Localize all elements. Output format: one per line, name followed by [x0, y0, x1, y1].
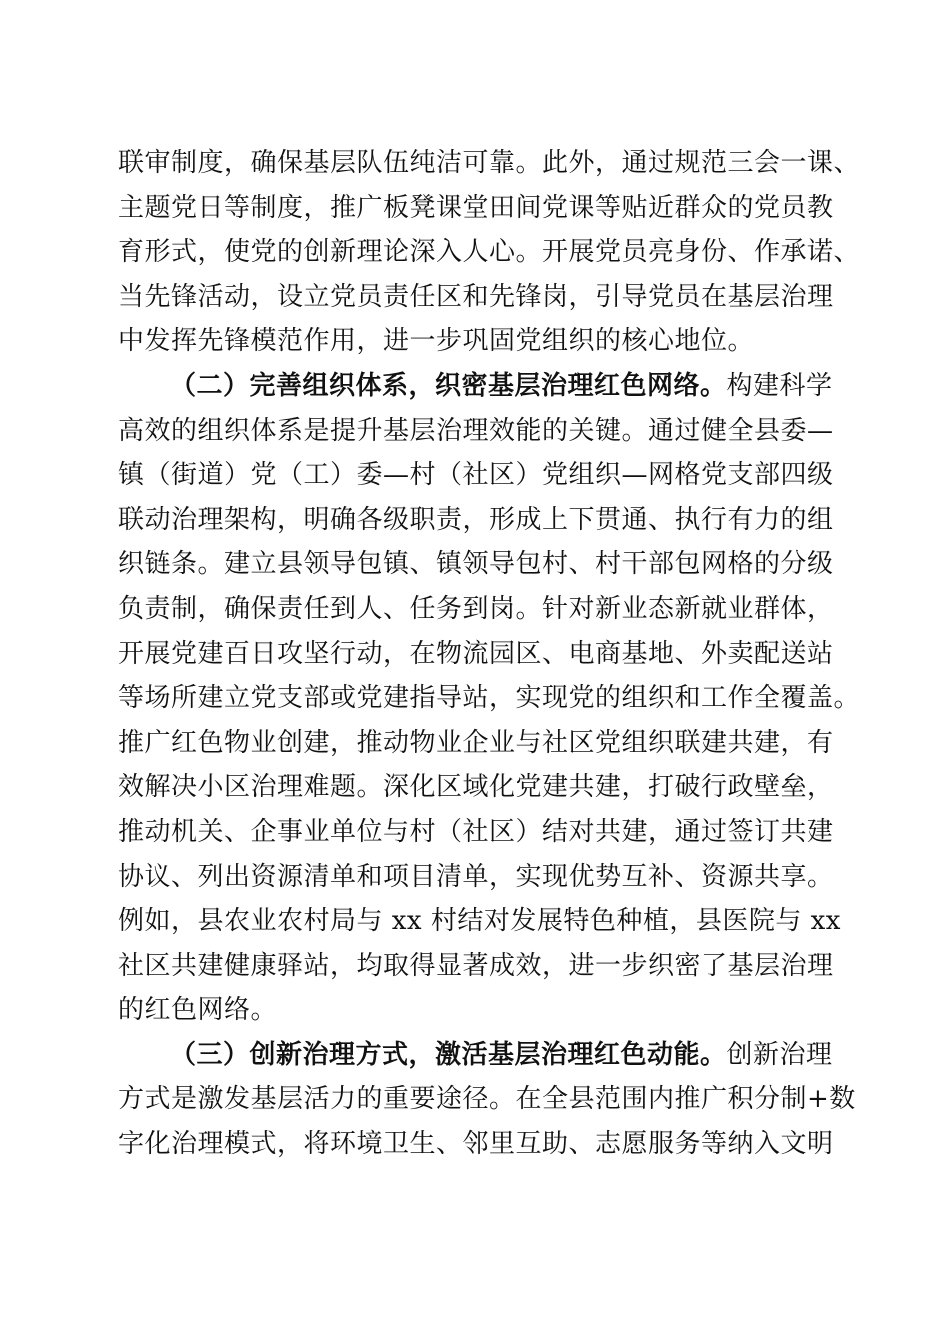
- text-line: 开展党建百日攻坚行动，在物流园区、电商基地、外卖配送站: [118, 638, 834, 669]
- text-line: 织链条。建立县领导包镇、镇领导包村、村干部包网格的分级: [118, 549, 834, 580]
- text-line: 联动治理架构，明确各级职责，形成上下贯通、执行有力的组: [118, 504, 834, 535]
- text-line: [118, 1033, 833, 1078]
- text-line: 中发挥先锋模范作用，进一步巩固党组织的核心地位。: [118, 326, 755, 357]
- text-line: 育形式，使党的创新理论深入人心。开展党员亮身份、作承诺、: [118, 237, 861, 268]
- paragraph-3: [118, 1033, 856, 1167]
- text-line: 镇（街道）党（工）委—村（社区）党组织—网格党支部四级: [118, 460, 834, 491]
- document-body: [118, 141, 861, 1167]
- text-run: 创新治理: [726, 1039, 833, 1070]
- text-line: 的红色网络。: [118, 995, 278, 1026]
- text-line: 社区共建健康驿站，均取得显著成效，进一步织密了基层治理: [118, 950, 834, 981]
- text-line: 高效的组织体系是提升基层治理效能的关键。通过健全县委—: [118, 415, 834, 446]
- text-line: 例如，县农业农村局与 xx 村结对发展特色种植，县医院与 xx: [118, 906, 841, 937]
- text-line: 联审制度，确保基层队伍纯洁可靠。此外，通过规范三会一课、: [118, 148, 861, 178]
- section-heading-3: （三）创新治理方式，激活基层治理红色动能。: [170, 1039, 727, 1070]
- text-line: 推广红色物业创建，推动物业企业与社区党组织联建共建，有: [118, 727, 834, 758]
- text-line: 效解决小区治理难题。深化区域化党建共建，打破行政壁垒，: [118, 772, 834, 803]
- section-heading-2: （二）完善组织体系，织密基层治理红色网络。: [170, 370, 727, 401]
- text-line: [118, 364, 833, 409]
- text-line: 协议、列出资源清单和项目清单，实现优势互补、资源共享。: [118, 861, 834, 892]
- text-run: 构建科学: [726, 370, 833, 401]
- text-line: 推动机关、企事业单位与村（社区）结对共建，通过签订共建: [118, 816, 834, 847]
- text-line: 等场所建立党支部或党建指导站，实现党的组织和工作全覆盖。: [118, 683, 861, 714]
- text-line: 方式是激发基层活力的重要途径。在全县范围内推广积分制+数: [118, 1084, 856, 1115]
- text-line: 负责制，确保责任到人、任务到岗。针对新业态新就业群体，: [118, 593, 834, 624]
- paragraph-2: [118, 364, 861, 1033]
- text-line: 主题党日等制度，推广板凳课堂田间党课等贴近群众的党员教: [118, 192, 834, 223]
- paragraph-1: [118, 141, 861, 364]
- text-line: 字化治理模式，将环境卫生、邻里互助、志愿服务等纳入文明: [118, 1129, 834, 1160]
- text-line: 当先锋活动，设立党员责任区和先锋岗，引导党员在基层治理: [118, 281, 834, 312]
